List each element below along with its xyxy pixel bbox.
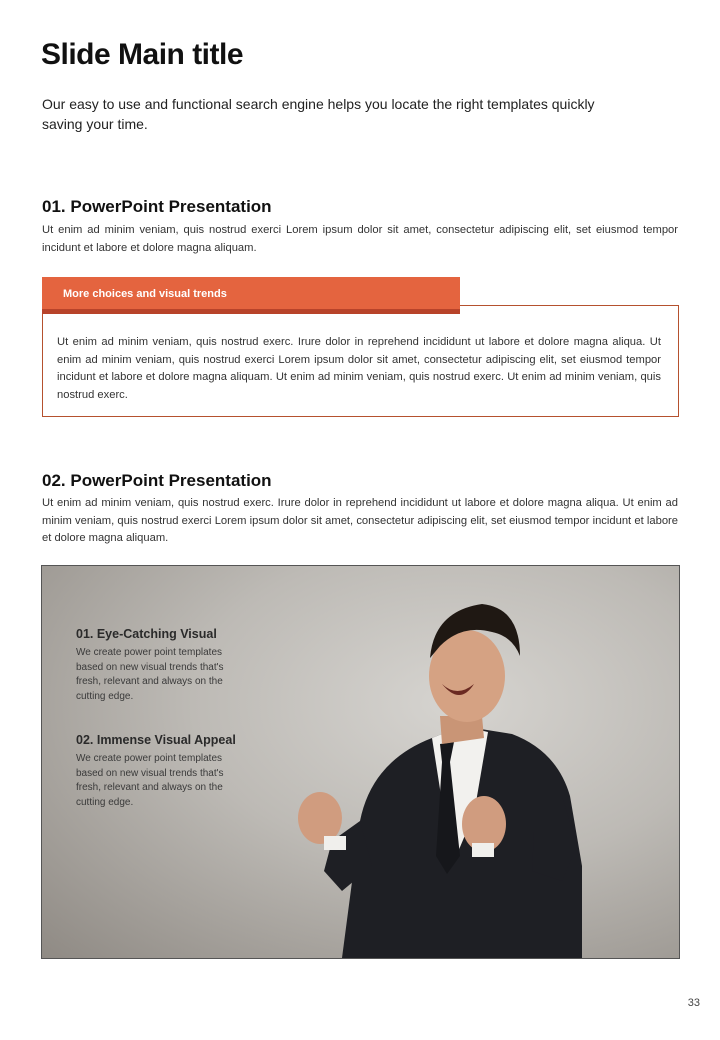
highlight-box-tab [42,277,460,314]
feature-1-title: 01. Eye-Catching Visual [76,627,217,641]
section-1-body: Ut enim ad minim veniam, quis nostrud exerci Lorem ipsum dolor sit amet, consectetur adipiscing elit, set eiusmod tempor incidunt et labore et dolore magna aliquam. [42,224,678,254]
feature-2-text: We create power point templates based on new visual trends that's fresh, relevant and always on the cutting edge. [76,753,224,808]
page-number: 33 [687,997,700,1009]
highlight-box-label: More choices and visual trends [63,288,227,300]
page-title: Slide Main title [41,38,244,71]
section-2-heading: 02. PowerPoint Presentation [42,471,272,490]
section-1-heading: 01. PowerPoint Presentation [42,197,272,216]
feature-1-text: We create power point templates based on new visual trends that's fresh, relevant and always on the cutting edge. [76,647,224,702]
page-subtitle: Our easy to use and functional search engine helps you locate the right templates quickly saving your time. [42,96,595,132]
highlight-box-text: Ut enim ad minim veniam, quis nostrud exerc. Irure dolor in reprehend incididunt ut labore et dolore magna aliqua. Ut enim ad minim veniam, quis nostrud exerci Lorem ipsum dolor sit amet, consectetur adipiscing elit, set eiusmod tempor incidunt et labore et dolore magna aliquam. Ut enim ad minim veniam, quis nostrud exerc. Ut enim ad minim veniam, quis nostrud exerc. [57,336,661,401]
section-2-body: Ut enim ad minim veniam, quis nostrud exerc. Irure dolor in reprehend incididunt ut labore et dolore magna aliqua. Ut enim ad minim veniam, quis nostrud exerci Lorem ipsum dolor sit amet, consectetur adipiscing elit, set eiusmod tempor incidunt et labore et dolore magna aliquam. [42,497,678,544]
businessman-photo [41,565,680,959]
feature-2-title: 02. Immense Visual Appeal [76,733,236,747]
